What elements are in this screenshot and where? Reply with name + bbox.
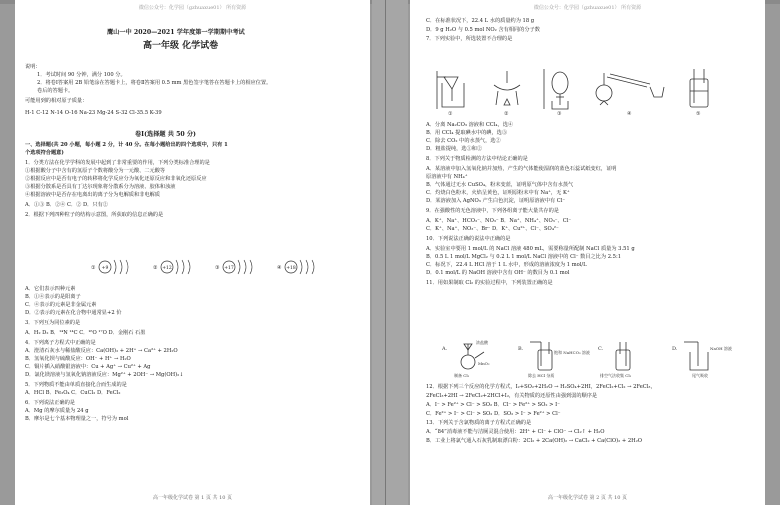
text-line: A．H₂ D₂ B．¹⁴N ¹⁴C C．¹⁶O ¹⁷O D．金刚石 石墨 [25,330,146,336]
atom-label: ② [153,265,158,271]
page-footer: 高一年级化学试卷 第 1 页 共 10 页 [152,495,233,501]
apparatus-figure-q7 [432,61,732,117]
atom-label: ③ [215,265,220,271]
page-gap [372,0,408,505]
electron-shell [250,260,252,274]
text-line: D．氯化镁溶液与氢氧化钠溶液反应：Mg²⁺ + 2OH⁻ → Mg(OH)₂↓ [25,372,184,378]
text-line: B．①④表示的是阳离子 [25,294,81,300]
electron-shell [176,260,178,274]
text-line: 说明： [25,64,41,70]
text-line: 4．下列离子方程式中正确的是 [25,340,96,346]
nucleus-charge: +18 [286,265,296,271]
text-line: D．粗盐提纯，选①和② [426,146,483,152]
text-line: A．实验室中要用 1 mol/L 的 NaCl 溶液 480 mL，需要称量所配制 NaCl 质量为 3.51 g [426,246,635,252]
apparatus-drawing-q11 [440,338,740,378]
text-line: B．0.5 L 1 mol/L MgCl₂ 与 0.2 L 1 mol/L NaCl 溶液中的 Cl⁻ 数目之比为 2.5:1 [426,254,622,260]
text-line: 卷后的答题卡。 [37,88,74,94]
text-line: A．澄清石灰水与稀盐酸反应：Ca(OH)₂ + 2H⁺ → Ca²⁺ + 2H₂O [25,348,178,354]
text-line: A．某溶液中加入氢氧化钠并加热，产生的气体能使湿润的蓝色石蕊试纸变红，证明 [426,166,617,172]
text-line: D．9 g H₂O 与 0.5 mol NO₂ 含有相同的分子数 [426,27,540,33]
text-line: ③根据分散系是否具有丁达尔现象将分散系分为溶液、胶体和浊液 [25,184,176,190]
text-line: C．标况下，22.4 L HCl 溶于 1 L 水中，形成的溶液浓度为 1 mol/L [426,262,587,268]
text-line: 原溶液中有 NH₄⁺ [426,174,468,180]
text-line: 可能用到的相对原子质量： [25,98,88,104]
text-line: ④根据溶液中是否存在电离出的离子分为电解质和非电解质 [25,192,160,198]
fig7-label-5: ⑤ [696,111,701,117]
electron-shell [312,260,314,274]
electron-shell [188,260,190,274]
text-line: A．分离 Na₂CO₃ 溶液和 CCl₄，选④ [426,122,514,128]
text-line: C．④表示的元素是非金属元素 [25,302,97,308]
electron-shell [244,260,246,274]
page-2 [410,0,765,505]
fig11-label-c: C. [598,346,604,352]
text-line: 6．下列说法正确的是 [25,400,75,406]
page-header: 微信公众号：化学园（gzhuaxue01） 所有资源 [138,5,247,11]
atom-diagram [153,260,190,274]
subject-title: 高一年级 化学试卷 [143,41,219,51]
text-line: H-1 C-12 N-14 O-16 Na-23 Mg-24 S-32 Cl-35.5 K-39 [25,110,162,116]
atom-structure-figure [85,255,335,279]
fig7-label-1: ① [448,111,453,117]
fig11-tag-nahco3: 饱和 NaHCO₃ 溶液 [554,350,590,355]
electron-shell [126,260,128,274]
text-line: 7．下列实验中，所选装置不合理的是 [426,36,513,42]
text-line: A．①③ B．②④ C．② D．只有② [25,202,108,208]
fig11-caption-d: 尾气吸收 [692,373,708,378]
text-line: 个选项符合题意) [25,150,64,156]
text-line: A．“84”消毒液不能与洁厕灵混合使用：2H⁺ + Cl⁻ + ClO⁻ → Cl₂↑ + H₂O [426,429,605,435]
text-line: C．在标准状况下，22.4 L 水的质量约为 18 g [426,18,535,24]
page-footer-2: 高一年级化学试卷 第 2 页 共 10 页 [547,495,628,501]
text-line: 2．将卷Ⅰ答案用 2B 铅笔涂在答题卡上，将卷Ⅱ答案用 0.5 mm 黑色签字笔答在答题卡上的相应位置。 [37,80,272,86]
text-line: B．工业上将氯气通入石灰乳制取漂白粉：2Cl₂ + 2Ca(OH)₂ → CaCl₂ + Ca(ClO)₂ + 2H₂O [426,438,643,444]
fig7-label-3: ③ [557,111,562,117]
text-line: C．除去 CO₂ 中的水蒸气，选② [426,138,501,144]
text-line: C．Fe²⁺ > I⁻ > Cl⁻ > SO₂ D．SO₂ > I⁻ > Fe²⁺ > Cl⁻ [426,411,561,417]
atom-diagram [215,260,252,274]
atom-label: ① [91,265,96,271]
text-line: 1．考试时间 90 分钟，满分 100 分。 [37,72,126,78]
text-line: D．0.1 mol/L 的 NaOH 溶液中含有 OH⁻ 的数目为 0.1 mol [426,270,570,276]
text-line: A．I⁻ > Fe²⁺ > Cl⁻ > SO₂ B．Cl⁻ > Fe²⁺ > SO₂ > I⁻ [426,402,560,408]
electron-shell [182,260,184,274]
fig11-tag-mno2: MnO₂ [478,361,490,366]
text-line: 1．分类方法在化学学科的发展中起到了非常重要的作用，下列分类标准合理的是 [25,160,210,166]
gutter-line [385,0,386,505]
text-line: B．用 CCl₄ 提取碘水中的碘，选③ [426,130,508,136]
text-line: A．HCl B．Fe₃O₄ C．CuCl₂ D．FeCl₂ [25,390,121,396]
page-header-2: 微信公众号：化学园（gzhuaxue01） 所有资源 [533,5,642,11]
text-line: A．Mg 的摩尔质量为 24 g [25,408,89,414]
text-line: B．气体通过无水 CuSO₄，粉末变蓝，证明原气体中含有水蒸气 [426,182,574,188]
text-line: ②根据反应中是否有电子的转移将化学反应分为氧化还原反应和非氧化还原反应 [25,176,207,182]
fig11-label-b: B. [518,346,524,352]
fig11-caption-c: 排空气法收集 Cl₂ [600,373,632,378]
text-line: 卷Ⅰ(选择题 共 50 分) [135,131,196,138]
text-line: 8．下列关于物质检测的方法中结论正确的是 [426,156,528,162]
text-line: 11．用如果制取 Cl₂ 的实验过程中，下列装置正确的是 [426,280,553,286]
nucleus-charge: +17 [224,265,234,271]
fig11-label-d: D. [672,346,678,352]
text-line: B．摩尔是七个基本物理量之一，符号为 mol [25,416,129,422]
fig11-tag-hcl: 浓盐酸 [476,340,488,345]
electron-shell [120,260,122,274]
text-line: A．K⁺、Na⁺、HCO₃⁻、NO₃⁻ B．Na⁺、NH₄⁺、NO₃⁻、Cl⁻ [426,218,572,224]
text-line: 2．根据下列四种粒子的结构示意图，所获取的信息正确的是 [25,212,164,218]
text-line: B．氢氧化钡与硫酸反应：OH⁻ + H⁺ → H₂O [25,356,131,362]
text-line: 10．下列说法正确的说法中正确的是 [426,236,511,242]
text-line: D．某溶液加入 AgNO₃ 产生白色沉淀，证明原溶液中有 Cl⁻ [426,198,566,204]
fig11-label-a: A. [442,346,448,352]
fig7-label-2: ② [504,111,509,117]
atom-structure-diagrams [85,255,335,279]
fig11-caption-b: 除去 HCl 杂质 [528,373,555,378]
fig11-tag-naoh: NaOH 溶液 [710,346,732,351]
electron-shell [238,260,240,274]
text-line: D．②表示的元素在化合物中通常显+2 价 [25,310,122,316]
text-line: 一、选择题(共 20 小题，每小题 2 分，计 40 分。在每小题给出的四个选项中，只有 1 [25,142,228,148]
atom-diagram [277,260,314,274]
electron-shell [306,260,308,274]
nucleus-charge: +12 [162,265,172,271]
text-line: 13．下列关于含氯物质的离子方程式正确的是 [426,420,532,426]
electron-shell [300,260,302,274]
apparatus-drawing-q7 [432,61,732,117]
fig7-label-4: ④ [627,111,632,117]
text-line: C．铜片插入硝酸银溶液中：Cu + Ag⁺ → Cu²⁺ + Ag [25,364,151,370]
text-line: 12．根据下列三个反应的化学方程式，I₂+SO₂+2H₂O → H₂SO₄+2HI，2FeCl₂+Cl₂ → 2FeCl₃， [426,384,656,390]
text-line: C．灼烧白色粉末，火焰呈黄色，证明原粉末中有 Na⁺，无 K⁺ [426,190,570,196]
nucleus-charge: +9 [101,265,109,271]
text-line: 3．下列互为同位素的是 [25,320,81,326]
electron-shell [114,260,116,274]
text-line: A．它们表示四种元素 [25,286,76,292]
page-1 [15,0,370,505]
text-line: C．K⁺、Na⁺、NO₃⁻、Br⁻ D．K⁺、Cu²⁺、Cl⁻、SO₄²⁻ [426,226,559,232]
fig11-caption-a: 制备 Cl₂ [454,373,470,378]
exam-title: 鹰山一中 2020—2021 学年度第一学期期中考试 [107,29,245,36]
apparatus-figure-q11 [440,338,740,378]
text-line: 9．在强酸性的无色溶液中，下列各组离子能大量共存的是 [426,208,559,214]
atom-diagram [91,260,128,274]
atom-label: ④ [277,265,282,271]
text-line: ①根据酸分子中含有的氢原子个数将酸分为一元酸、二元酸等 [25,168,166,174]
text-line: 5．下列物质不能由单质直接化合而生成的是 [25,382,127,388]
text-line: 2FeCl₃+2HI → 2FeCl₂+2HCl+I₂，有关物质的还原性由强到弱的顺序是 [426,393,598,399]
